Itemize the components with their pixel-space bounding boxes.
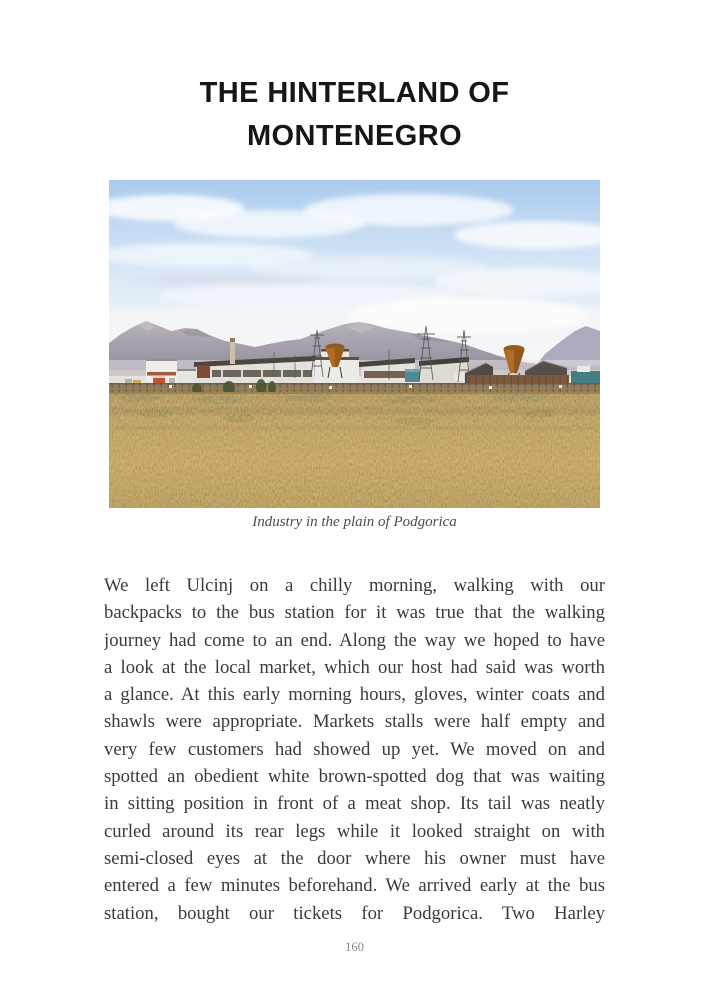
photo-caption: Industry in the plain of Podgorica bbox=[252, 514, 457, 530]
body-line: a glance. At this early morning hours, gloves, winter coats and bbox=[104, 684, 605, 706]
body-line: a look at the local market, which our host had said was worth bbox=[104, 656, 605, 678]
body-paragraph bbox=[104, 572, 605, 927]
body-line: shawls were appropriate. Markets stalls were half empty and bbox=[104, 711, 605, 733]
chapter-photo bbox=[109, 180, 600, 508]
chimney bbox=[230, 338, 235, 364]
chapter-title bbox=[0, 72, 709, 158]
body-line: spotted an obedient white brown-spotted dog that was waiting bbox=[104, 766, 605, 788]
body-line: We left Ulcinj on a chilly morning, walking with our bbox=[104, 575, 605, 596]
body-line: entered a few minutes beforehand. We arrived early at the bus bbox=[104, 875, 605, 897]
body-line: semi-closed eyes at the door where his owner must have bbox=[104, 847, 605, 869]
chapter-title-line2: MONTENEGRO bbox=[246, 120, 463, 152]
chapter-title-line1: THE HINTERLAND OF bbox=[199, 77, 510, 109]
page-number: 160 bbox=[345, 940, 364, 954]
body-line: curled around its rear legs while it looked straight on with bbox=[104, 820, 605, 842]
body-line: station, bought our tickets for Podgorica. Two Harley bbox=[104, 902, 605, 924]
body-line: very few customers had showed up yet. We moved on and bbox=[104, 738, 605, 760]
body-line: backpacks to the bus station for it was true that the walking bbox=[104, 602, 605, 624]
red-truck bbox=[153, 376, 165, 384]
industrial-landscape-illustration bbox=[109, 180, 600, 508]
body-line: in sitting position in front of a meat shop. Its tail was neatly bbox=[104, 793, 605, 815]
body-line: journey had come to an end. Along the way we hoped to have bbox=[104, 629, 605, 651]
grass-field bbox=[109, 392, 600, 508]
